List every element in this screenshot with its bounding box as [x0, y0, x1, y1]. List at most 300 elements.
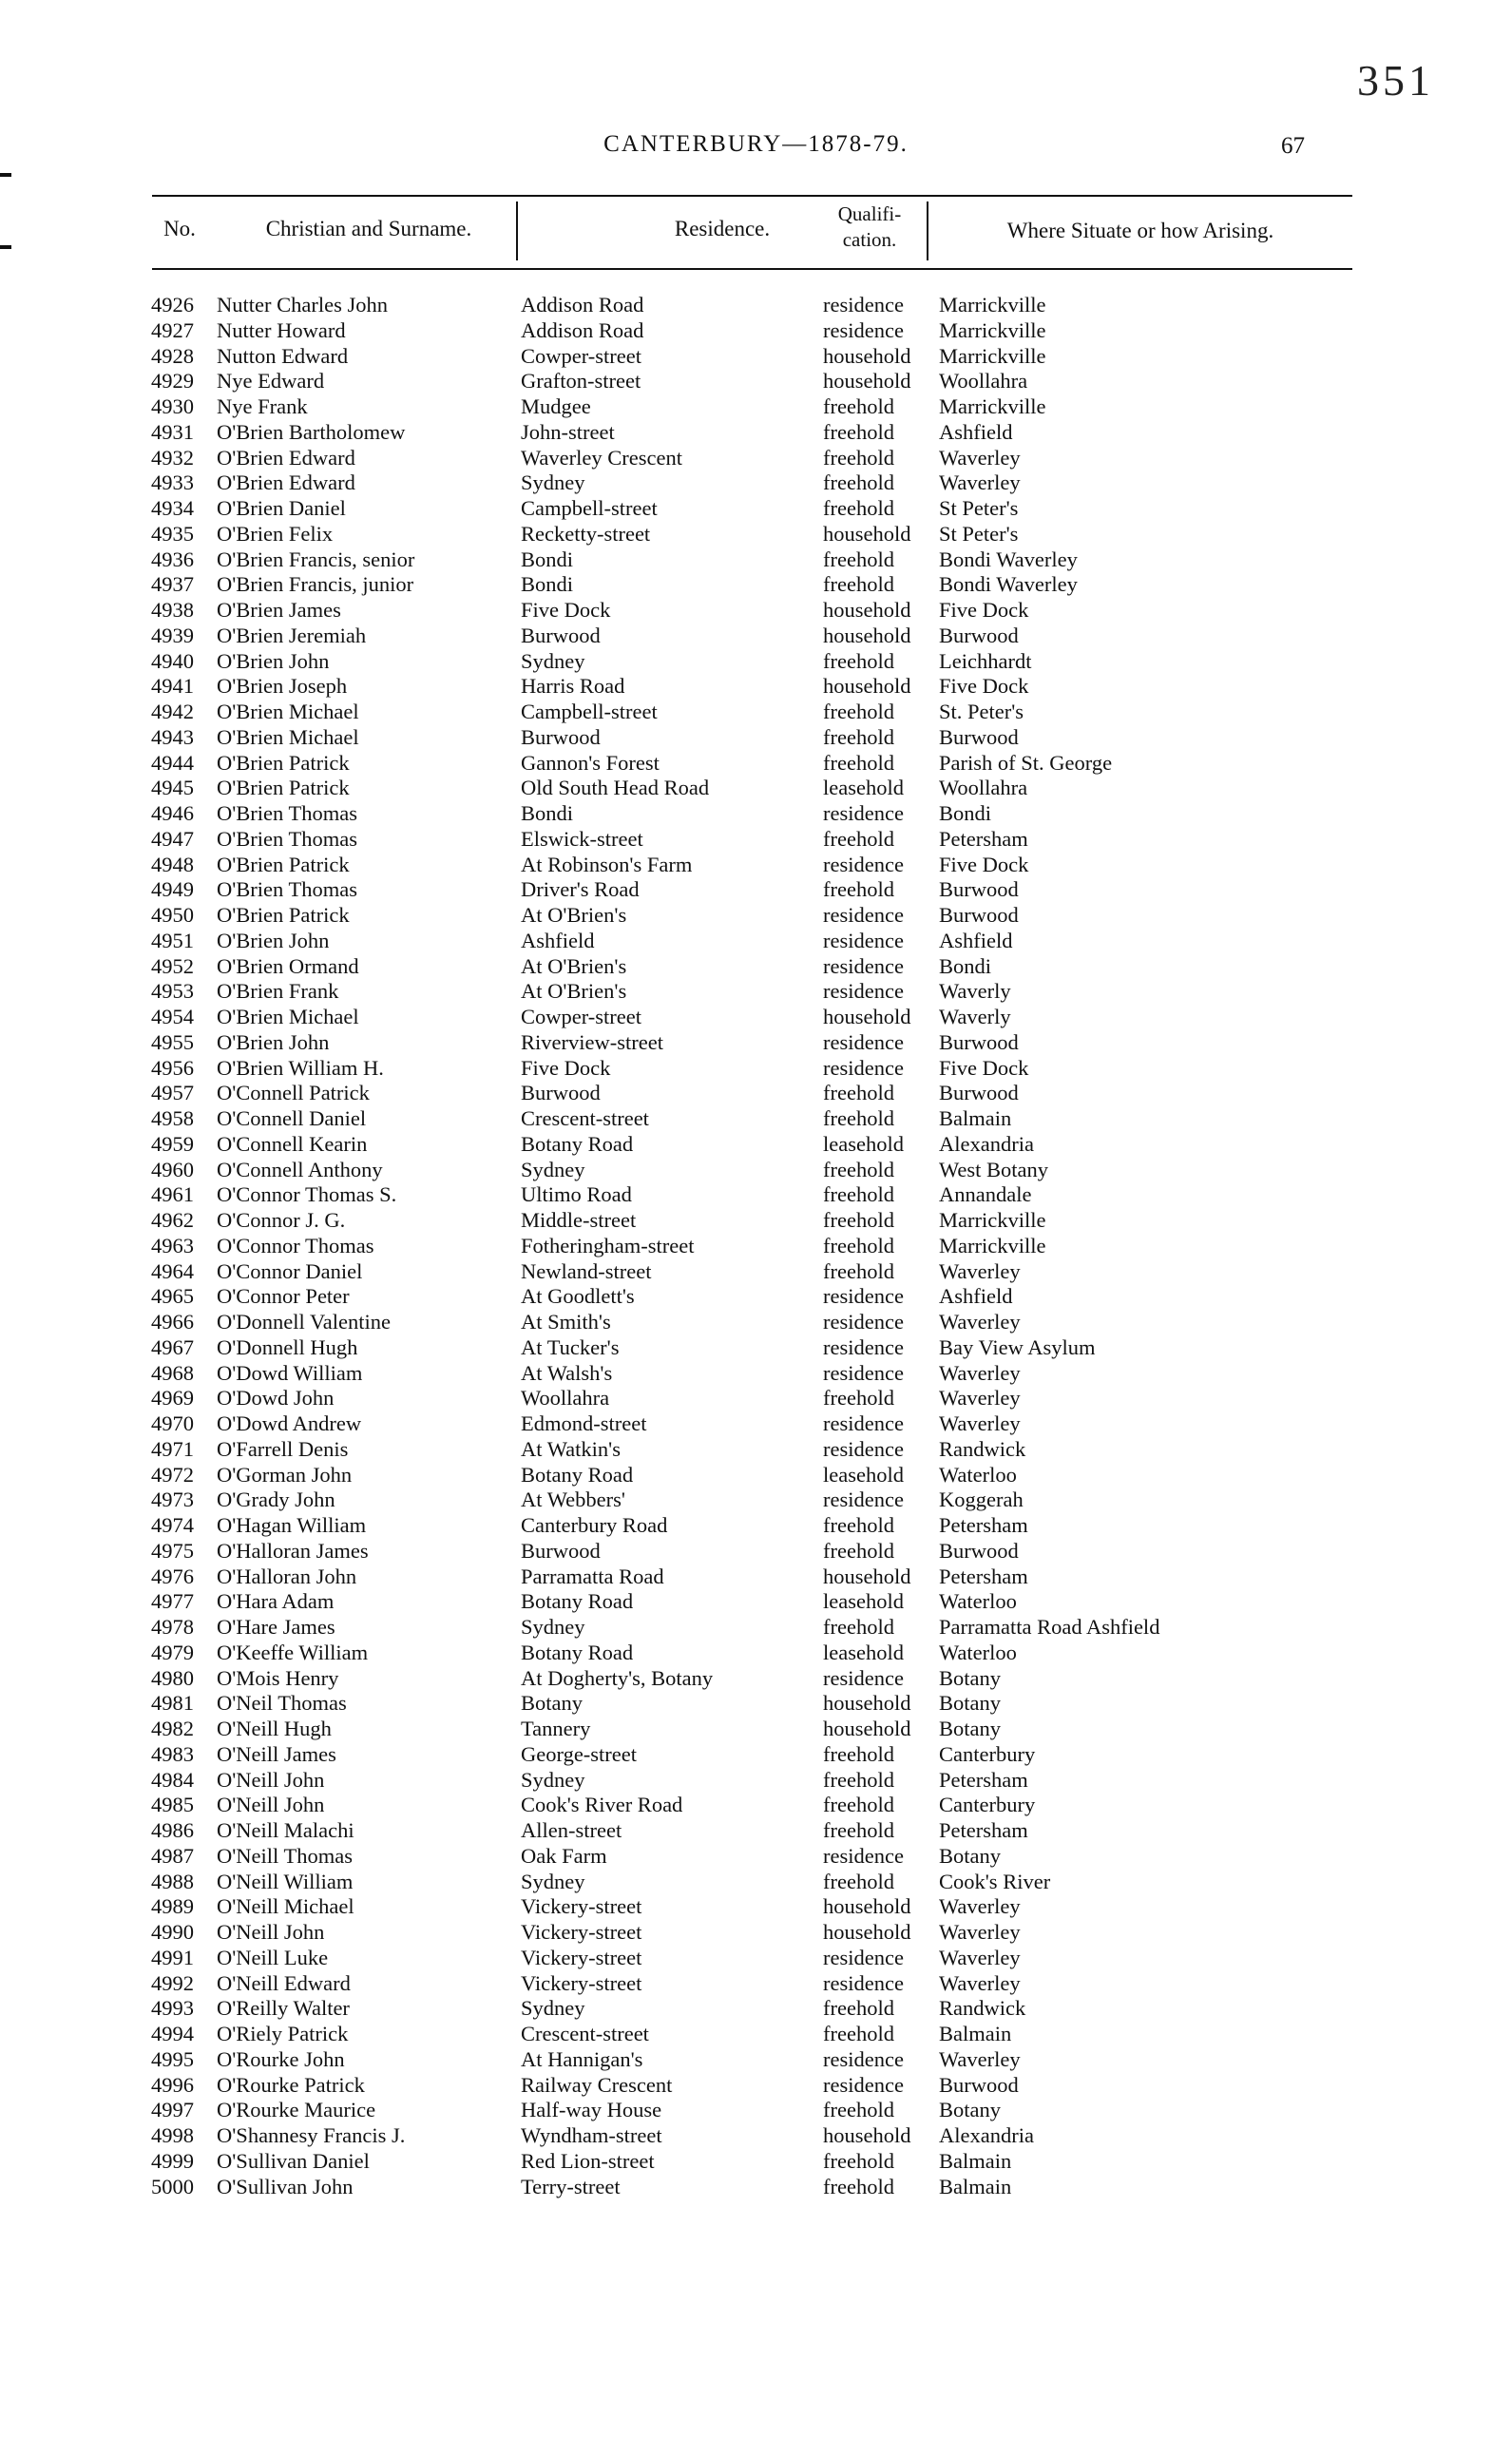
entry-where: Randwick: [939, 1436, 1026, 1461]
entry-residence: Allen-street: [521, 1818, 622, 1842]
entry-name: O'Connell Daniel: [217, 1106, 367, 1130]
table-row: [122, 1894, 1357, 1920]
entry-qualification: residence: [823, 801, 904, 825]
entry-name: O'Reilly Walter: [217, 1996, 350, 2021]
entry-where: Bondi Waverley: [939, 547, 1078, 571]
entry-number: 4984: [151, 1767, 194, 1792]
table-row: [122, 827, 1357, 853]
entry-name: O'Brien Bartholomew: [217, 419, 406, 444]
table-row: [122, 1742, 1357, 1768]
entry-where: Alexandria: [939, 2123, 1034, 2147]
entry-number: 4970: [151, 1411, 194, 1435]
entry-qualification: freehold: [823, 2174, 894, 2198]
entry-name: O'Sullivan John: [217, 2174, 354, 2198]
table-row: [122, 801, 1357, 827]
entry-qualification: household: [823, 1005, 911, 1028]
entry-name: O'Shannesy Francis J.: [217, 2123, 406, 2147]
table-row: [122, 1234, 1357, 1259]
entry-name: O'Riely Patrick: [217, 2022, 349, 2045]
entry-where: Burwood: [939, 724, 1019, 749]
column-divider: [516, 202, 518, 260]
table-row: [122, 293, 1357, 318]
entry-number: 4997: [151, 2098, 194, 2122]
entry-qualification: household: [823, 521, 911, 546]
entry-number: 4927: [151, 317, 194, 342]
entry-where: Randwick: [939, 1996, 1026, 2021]
entry-where: West Botany: [939, 1157, 1049, 1181]
table-row: [122, 649, 1357, 675]
table-row: [122, 929, 1357, 954]
column-header-residence: Residence.: [674, 217, 771, 240]
entry-name: O'Brien Frank: [217, 979, 339, 1004]
entry-where: Balmain: [939, 2022, 1012, 2045]
entry-number: 4953: [151, 979, 194, 1004]
entry-where: Botany: [939, 1717, 1001, 1740]
header-bottom-rule: [152, 268, 1352, 270]
page-title: CANTERBURY—1878-79.: [603, 131, 909, 157]
header-top-rule: [152, 195, 1352, 197]
entry-residence: Old South Head Road: [521, 776, 710, 800]
entry-residence: At Smith's: [521, 1310, 611, 1334]
entry-where: Petersham: [939, 826, 1028, 851]
table-row: [122, 2098, 1357, 2123]
entry-number: 4988: [151, 1869, 194, 1893]
entry-qualification: freehold: [823, 1793, 894, 1817]
entry-residence: Railway Crescent: [521, 2072, 673, 2097]
entry-qualification: freehold: [823, 1182, 894, 1207]
table-row: [122, 751, 1357, 777]
entry-residence: At Watkin's: [521, 1436, 621, 1461]
entry-qualification: freehold: [823, 1741, 894, 1766]
entry-where: Balmain: [939, 2174, 1012, 2198]
entry-where: Petersham: [939, 1818, 1028, 1842]
entry-number: 4955: [151, 1029, 194, 1054]
table-row: [122, 369, 1357, 394]
entry-residence: Red Lion-street: [521, 2148, 655, 2173]
entry-number: 4966: [151, 1310, 194, 1334]
entry-name: O'Brien John: [217, 928, 330, 952]
entry-residence: Botany: [521, 1691, 583, 1716]
table-row: [122, 1971, 1357, 1997]
entry-qualification: freehold: [823, 1386, 894, 1411]
entry-qualification: leasehold: [823, 1462, 904, 1487]
entry-where: Petersham: [939, 1564, 1028, 1588]
entry-residence: Canterbury Road: [521, 1513, 668, 1537]
entry-name: O'Neill Hugh: [217, 1717, 332, 1740]
entry-qualification: freehold: [823, 1081, 894, 1105]
entry-qualification: freehold: [823, 572, 894, 597]
table-row: [122, 2073, 1357, 2099]
entry-qualification: residence: [823, 1334, 904, 1359]
entry-where: St. Peter's: [939, 700, 1024, 723]
table-row: [122, 1717, 1357, 1742]
entry-number: 4985: [151, 1793, 194, 1817]
folio-stamp: 351: [1357, 56, 1434, 105]
entry-number: 4951: [151, 928, 194, 952]
entry-residence: At Goodlett's: [521, 1284, 635, 1309]
entry-residence: Vickery-street: [521, 1894, 642, 1919]
entry-where: Marrickville: [939, 1233, 1046, 1257]
entry-number: 4971: [151, 1436, 194, 1461]
entry-name: O'Brien Thomas: [217, 826, 357, 851]
entry-residence: Sydney: [521, 1157, 585, 1181]
entry-number: 4989: [151, 1894, 194, 1919]
table-row: [122, 1411, 1357, 1437]
entry-qualification: residence: [823, 293, 904, 317]
entry-qualification: freehold: [823, 750, 894, 775]
entry-residence: Harris Road: [521, 674, 625, 699]
entry-qualification: household: [823, 1894, 911, 1919]
table-row: [122, 1513, 1357, 1539]
entry-qualification: freehold: [823, 1513, 894, 1537]
entry-name: O'Connell Kearin: [217, 1131, 368, 1156]
entry-where: St Peter's: [939, 496, 1019, 520]
entry-where: Five Dock: [939, 1055, 1029, 1080]
entry-name: O'Brien Patrick: [217, 750, 350, 775]
table-row: [122, 1081, 1357, 1106]
entry-number: 4975: [151, 1538, 194, 1563]
entry-where: Waterloo: [939, 1640, 1017, 1664]
entry-qualification: freehold: [823, 1767, 894, 1792]
table-row: [122, 1564, 1357, 1590]
table-row: [122, 1768, 1357, 1794]
entry-number: 5000: [151, 2174, 194, 2198]
entry-name: O'Halloran John: [217, 1564, 357, 1588]
entry-residence: Addison Road: [521, 293, 644, 317]
entry-name: O'Brien William H.: [217, 1055, 384, 1080]
table-row: [122, 420, 1357, 446]
entry-residence: Botany Road: [521, 1131, 634, 1156]
entry-name: O'Brien Thomas: [217, 877, 357, 902]
entry-number: 4960: [151, 1157, 194, 1181]
entry-name: O'Brien Patrick: [217, 852, 350, 876]
entry-qualification: residence: [823, 1284, 904, 1309]
entry-name: O'Keeffe William: [217, 1640, 369, 1664]
table-row: [122, 1589, 1357, 1615]
entry-qualification: residence: [823, 1310, 904, 1334]
entry-number: 4945: [151, 776, 194, 800]
entry-residence: Campbell-street: [521, 700, 658, 723]
entry-name: O'Connell Anthony: [217, 1157, 383, 1181]
table-row: [122, 394, 1357, 420]
table-row: [122, 954, 1357, 980]
entry-residence: Mudgee: [521, 394, 591, 418]
entry-number: 4957: [151, 1081, 194, 1105]
table-row: [122, 1182, 1357, 1208]
entry-name: O'Dowd John: [217, 1386, 335, 1411]
entry-number: 4962: [151, 1208, 194, 1232]
electoral-roll-table: [122, 293, 1357, 2199]
entry-name: O'Brien John: [217, 1029, 330, 1054]
entry-qualification: household: [823, 598, 911, 622]
entry-residence: Campbell-street: [521, 496, 658, 520]
entry-where: Waverley: [939, 445, 1021, 470]
entry-number: 4942: [151, 700, 194, 723]
entry-qualification: household: [823, 369, 911, 394]
entry-where: Waverley: [939, 1920, 1021, 1944]
entry-name: O'Brien Jeremiah: [217, 623, 367, 647]
entry-number: 4965: [151, 1284, 194, 1309]
entry-qualification: residence: [823, 1360, 904, 1385]
entry-where: Waverley: [939, 1258, 1021, 1283]
table-row: [122, 496, 1357, 522]
entry-where: Waterloo: [939, 1462, 1017, 1487]
entry-residence: Sydney: [521, 648, 585, 673]
entry-residence: Burwood: [521, 1538, 601, 1563]
entry-qualification: residence: [823, 903, 904, 927]
entry-number: 4950: [151, 903, 194, 927]
entry-name: Nutton Edward: [217, 343, 349, 368]
entry-qualification: freehold: [823, 700, 894, 723]
entry-where: Botany: [939, 1691, 1001, 1716]
entry-number: 4954: [151, 1005, 194, 1028]
table-row: [122, 547, 1357, 573]
entry-residence: Ultimo Road: [521, 1182, 632, 1207]
entry-residence: Parramatta Road: [521, 1564, 664, 1588]
entry-number: 4937: [151, 572, 194, 597]
entry-residence: Burwood: [521, 623, 601, 647]
entry-qualification: residence: [823, 928, 904, 952]
table-row: [122, 1641, 1357, 1666]
entry-number: 4982: [151, 1717, 194, 1740]
entry-qualification: residence: [823, 2072, 904, 2097]
table-row: [122, 725, 1357, 751]
entry-qualification: freehold: [823, 547, 894, 571]
entry-where: Petersham: [939, 1513, 1028, 1537]
entry-where: Waverley: [939, 1411, 1021, 1435]
entry-qualification: household: [823, 343, 911, 368]
table-row: [122, 2022, 1357, 2047]
entry-qualification: freehold: [823, 1615, 894, 1639]
entry-qualification: freehold: [823, 1208, 894, 1232]
entry-qualification: residence: [823, 1436, 904, 1461]
entry-qualification: freehold: [823, 1157, 894, 1181]
entry-number: 4996: [151, 2072, 194, 2097]
entry-number: 4968: [151, 1360, 194, 1385]
entry-residence: Edmond-street: [521, 1411, 647, 1435]
entry-residence: Sydney: [521, 1869, 585, 1893]
entry-where: Burwood: [939, 1081, 1019, 1105]
table-row: [122, 1691, 1357, 1717]
entry-number: 4949: [151, 877, 194, 902]
entry-number: 4948: [151, 852, 194, 876]
entry-number: 4964: [151, 1258, 194, 1283]
entry-where: Bay View Asylum: [939, 1334, 1096, 1359]
entry-residence: Bondi: [521, 572, 574, 597]
entry-where: Parramatta Road Ashfield: [939, 1615, 1160, 1639]
entry-number: 4992: [151, 1970, 194, 1995]
entry-residence: Elswick-street: [521, 826, 643, 851]
entry-name: O'Neill Malachi: [217, 1818, 354, 1842]
table-row: [122, 1793, 1357, 1818]
entry-name: O'Brien Felix: [217, 521, 334, 546]
entry-name: O'Dowd Andrew: [217, 1411, 362, 1435]
entry-number: 4976: [151, 1564, 194, 1588]
column-header-where: Where Situate or how Arising.: [1006, 219, 1274, 242]
entry-qualification: freehold: [823, 1818, 894, 1842]
entry-where: Waverley: [939, 1945, 1021, 1969]
table-row: [122, 1615, 1357, 1641]
entry-name: O'Brien Edward: [217, 445, 355, 470]
entry-name: O'Brien Francis, senior: [217, 547, 415, 571]
entry-qualification: household: [823, 1920, 911, 1944]
entry-number: 4929: [151, 369, 194, 394]
entry-name: O'Rourke Maurice: [217, 2098, 376, 2122]
entry-qualification: household: [823, 674, 911, 699]
entry-where: Botany: [939, 2098, 1001, 2122]
table-row: [122, 1106, 1357, 1132]
column-divider: [927, 202, 928, 260]
entry-where: Five Dock: [939, 674, 1029, 699]
entry-where: Petersham: [939, 1767, 1028, 1792]
table-row: [122, 1437, 1357, 1463]
entry-where: Marrickville: [939, 343, 1046, 368]
entry-number: 4983: [151, 1741, 194, 1766]
entry-where: Waverley: [939, 470, 1021, 495]
entry-residence: Newland-street: [521, 1258, 652, 1283]
entry-name: O'Halloran James: [217, 1538, 369, 1563]
table-row: [122, 2149, 1357, 2175]
table-row: [122, 1386, 1357, 1411]
entry-number: 4952: [151, 953, 194, 978]
entry-residence: Tannery: [521, 1717, 591, 1740]
entry-qualification: household: [823, 623, 911, 647]
entry-residence: Botany Road: [521, 1589, 634, 1614]
table-row: [122, 1030, 1357, 1056]
entry-qualification: freehold: [823, 1106, 894, 1130]
entry-name: O'Hagan William: [217, 1513, 367, 1537]
entry-residence: Addison Road: [521, 317, 644, 342]
table-row: [122, 1870, 1357, 1895]
entry-residence: Sydney: [521, 1996, 585, 2021]
entry-residence: Waverley Crescent: [521, 445, 682, 470]
entry-name: O'Neill William: [217, 1869, 354, 1893]
entry-name: Nutter Charles John: [217, 293, 388, 317]
table-row: [122, 903, 1357, 929]
table-row: [122, 598, 1357, 624]
table-row: [122, 1996, 1357, 2022]
entry-where: Balmain: [939, 2148, 1012, 2173]
entry-qualification: residence: [823, 979, 904, 1004]
entry-residence: Sydney: [521, 470, 585, 495]
entry-residence: Cowper-street: [521, 1005, 642, 1028]
entry-number: 4973: [151, 1488, 194, 1512]
entry-where: Alexandria: [939, 1131, 1034, 1156]
entry-qualification: household: [823, 1717, 911, 1740]
table-row: [122, 1310, 1357, 1335]
entry-where: Canterbury: [939, 1741, 1036, 1766]
entry-residence: At O'Brien's: [521, 953, 627, 978]
entry-name: O'Brien Edward: [217, 470, 355, 495]
entry-name: O'Brien Daniel: [217, 496, 346, 520]
entry-residence: At Dogherty's, Botany: [521, 1665, 714, 1690]
entry-name: O'Connor Daniel: [217, 1258, 363, 1283]
entry-residence: Middle-street: [521, 1208, 637, 1232]
entry-qualification: freehold: [823, 1538, 894, 1563]
entry-qualification: freehold: [823, 826, 894, 851]
table-row: [122, 1056, 1357, 1082]
entry-qualification: freehold: [823, 2148, 894, 2173]
entry-where: Ashfield: [939, 1284, 1013, 1309]
entry-number: 4995: [151, 2046, 194, 2071]
entry-name: O'Neil Thomas: [217, 1691, 347, 1716]
entry-where: Koggerah: [939, 1488, 1024, 1512]
table-row: [122, 1488, 1357, 1513]
entry-number: 4986: [151, 1818, 194, 1842]
entry-name: O'Neill Michael: [217, 1894, 354, 1919]
entry-residence: Crescent-street: [521, 2022, 649, 2045]
entry-where: Waverley: [939, 1386, 1021, 1411]
entry-number: 4990: [151, 1920, 194, 1944]
entry-name: O'Donnell Hugh: [217, 1334, 358, 1359]
entry-name: O'Brien Thomas: [217, 801, 357, 825]
entry-residence: Oak Farm: [521, 1843, 607, 1868]
entry-number: 4939: [151, 623, 194, 647]
entry-number: 4981: [151, 1691, 194, 1716]
entry-qualification: freehold: [823, 2098, 894, 2122]
entry-residence: Sydney: [521, 1615, 585, 1639]
entry-residence: Burwood: [521, 1081, 601, 1105]
entry-number: 4963: [151, 1233, 194, 1257]
table-row: [122, 1132, 1357, 1158]
column-header-qualification: Qualifi-cation.: [837, 202, 902, 251]
entry-residence: At Webbers': [521, 1488, 625, 1512]
entry-name: O'Connor J. G.: [217, 1208, 346, 1232]
entry-name: O'Connor Thomas: [217, 1233, 374, 1257]
entry-qualification: freehold: [823, 1996, 894, 2021]
entry-residence: Sydney: [521, 1767, 585, 1792]
entry-number: 4944: [151, 750, 194, 775]
page-number: 67: [1281, 133, 1305, 159]
entry-number: 4926: [151, 293, 194, 317]
entry-qualification: residence: [823, 953, 904, 978]
entry-qualification: residence: [823, 2046, 904, 2071]
entry-number: 4959: [151, 1131, 194, 1156]
scan-left-edge: [0, 0, 13, 2457]
entry-qualification: freehold: [823, 496, 894, 520]
entry-name: O'Neill Luke: [217, 1945, 329, 1969]
table-row: [122, 318, 1357, 344]
entry-where: Balmain: [939, 1106, 1012, 1130]
entry-number: 4936: [151, 547, 194, 571]
entry-where: Burwood: [939, 903, 1019, 927]
entry-number: 4934: [151, 496, 194, 520]
entry-number: 4941: [151, 674, 194, 699]
entry-number: 4972: [151, 1462, 194, 1487]
table-row: [122, 674, 1357, 700]
entry-where: Cook's River: [939, 1869, 1051, 1893]
entry-residence: Recketty-street: [521, 521, 651, 546]
entry-qualification: leasehold: [823, 1131, 904, 1156]
entry-name: O'Neill John: [217, 1767, 325, 1792]
entry-where: Ashfield: [939, 928, 1013, 952]
entry-qualification: household: [823, 2123, 911, 2147]
column-header-no: No.: [163, 217, 196, 240]
entry-name: O'Hare James: [217, 1615, 335, 1639]
table-row: [122, 776, 1357, 801]
entry-number: 4958: [151, 1106, 194, 1130]
entry-name: O'Farrell Denis: [217, 1436, 349, 1461]
entry-qualification: residence: [823, 1411, 904, 1435]
entry-name: O'Brien Ormand: [217, 953, 359, 978]
entry-number: 4977: [151, 1589, 194, 1614]
table-row: [122, 1818, 1357, 1844]
entry-qualification: freehold: [823, 470, 894, 495]
entry-name: O'Dowd William: [217, 1360, 363, 1385]
entry-where: Botany: [939, 1843, 1001, 1868]
edge-mark: [0, 245, 11, 249]
entry-where: Waverley: [939, 1310, 1021, 1334]
